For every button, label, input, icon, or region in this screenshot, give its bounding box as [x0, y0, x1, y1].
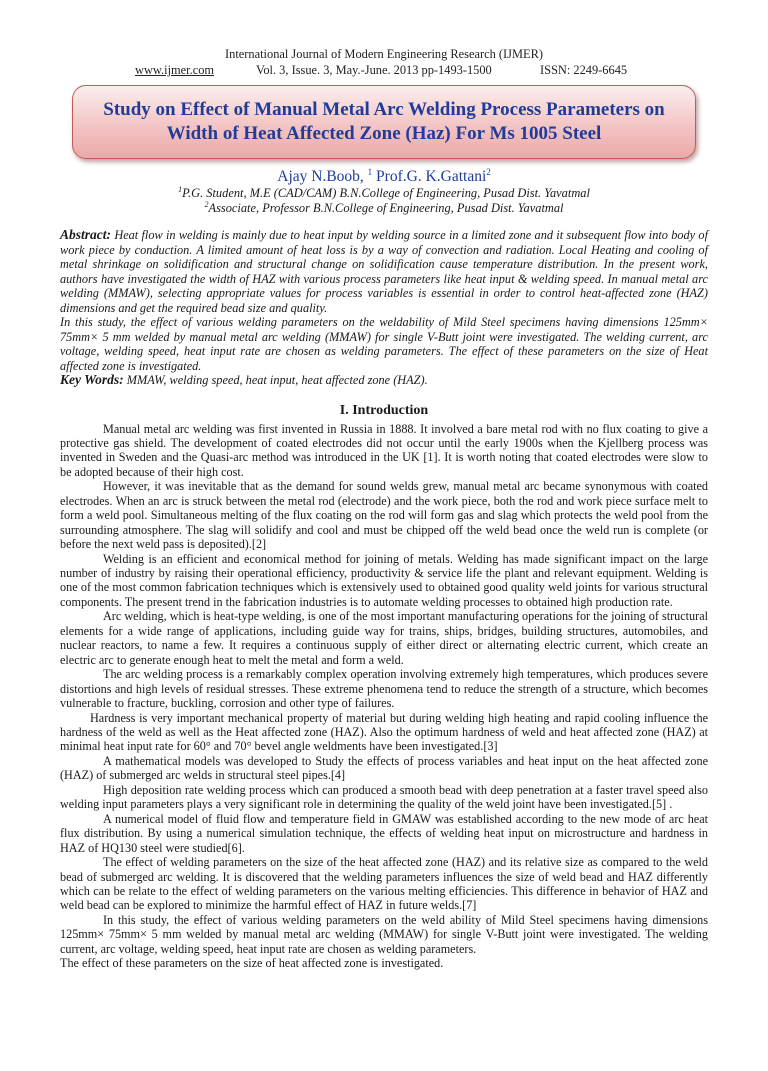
title-box [72, 85, 696, 159]
abstract [60, 228, 708, 388]
body-paragraph: Manual metal arc welding was first invented in Russia in 1888. It involved a bare metal rod with no flux coating to give a protective gas shield. The development of coated electrodes did not occur until the early 1900s when the Kjellberg process was invented in Sweden and the Quasi-arc method was introduced in the UK [1]. It is worth noting that coated electrodes were slow to be adopted because of their high cost. [60, 421, 708, 479]
body-paragraph: Hardness is very important mechanical property of material but during welding high heating and rapid cooling influence the hardness of the weld as well as the Heat affected zone (HAZ). Also the optimum hardness of weld and heat affected zone (HAZ) at minimal heat input rate for 60° and 70° bevel angle weldments have been investigated.[3] [60, 710, 708, 754]
author-2-mark: 2 [486, 166, 491, 177]
section-heading-introduction: I. Introduction [339, 402, 429, 418]
body-paragraph: The effect of welding parameters on the size of the heat affected zone (HAZ) and its relative size as compared to the weld bead of submerged arc welding. It is discovered that the welding parameters influences the size of weld bead and HAZ differently which can be relate to the effect of welding parameters on the various melting efficiencies. This difference in behavior of HAZ and weld bead can be explored to minimize the harmful effect of HAZ in future welds.[7] [60, 855, 708, 913]
abstract-paragraph-2: In this study, the effect of various welding parameters on the weldability of Mild Steel specimens having dimensions 125mm× 75mm× 5 mm welded by manual metal arc welding (MMAW) for single V-Butt joint were investigated. The welding current, arc voltage, welding speed, heat input rate are chosen as welding parameters. The effect of these parameters on the size of Heat affected zone is investigated. [60, 315, 708, 373]
keywords [60, 373, 708, 388]
body-paragraph: Arc welding, which is heat-type welding, is one of the most important manufacturing operations for the joining of structural elements for a wide range of applications, including guide way for trains, ships, bridges, building structures, automobiles, and nuclear reactors, to name a few. It requires a continuous supply of either direct or alternating electric current, which create an electric arc to generate enough heat to melt the metal and form a weld. [60, 609, 708, 667]
journal-name: International Journal of Modern Engineering Research (IJMER) [225, 47, 543, 61]
journal-url-link[interactable]: www.ijmer.com [135, 63, 215, 77]
affiliation-1: $^1$P.G. Student, M.E (CAD/CAM) B.N.College of Engineering, Pusad Dist. Yavatmal [178, 184, 590, 200]
body-paragraph: Welding is an efficient and economical method for joining of metals. Welding has made significant impact on the large number of industry by raising their operational efficiency, productivity & service life the plant and relevant equipment. Welding is one of the most common fabrication techniques which is extensively used to obtained good quality weld joints for various structural components. The present trend in the fabrication industries is to automate welding processes to obtained high production rate. [60, 551, 708, 609]
keywords-label: Key Words: [60, 372, 124, 387]
author-1: Ajay N.Boob, [277, 168, 364, 185]
body-paragraph: In this study, the effect of various welding parameters on the weld ability of Mild Steel specimens having dimensions 125mm× 75mm× 5 mm welded by manual metal arc welding (MMAW) for single V-Butt joint were investigated. The welding current, arc voltage, welding speed, heat input rate are chosen as welding parameters. [60, 912, 708, 956]
paper-page [0, 47, 768, 1071]
body-paragraph: High deposition rate welding process which can produced a smooth bead with deep penetration at a faster travel speed also welding input parameters plays a very significant role in determining the quality of the weld joint have been investigated.[5] . [60, 782, 708, 812]
affiliation-2: $^2$Associate, Professor B.N.College of Engineering, Pusad Dist. Yavatmal [204, 199, 564, 215]
paper-title: Study on Effect of Manual Metal Arc Welding Process Parameters on Width of Heat Affected Zone (Haz) For Ms 1005 Steel [103, 99, 665, 144]
introduction-body [60, 422, 708, 971]
journal-issn: ISSN: 2249-6645 [540, 63, 628, 77]
journal-meta [60, 63, 708, 79]
author-2: Prof.G. K.Gattani [376, 168, 487, 185]
body-paragraph: The arc welding process is a remarkably complex operation involving extremely high temperatures, which produces severe distortions and high levels of residual stresses. These extreme phenomena tend to reduce the strength of a structure, which becomes vulnerable to fracture, buckling, corrosion and other type of failures. [60, 667, 708, 711]
author-line [60, 168, 708, 186]
body-paragraph: A mathematical models was developed to Study the effects of process variables and heat input on the heat affected zone (HAZ) of submerged arc welds in structural steel pipes.[4] [60, 753, 708, 783]
author-1-mark: 1 [367, 166, 373, 177]
body-paragraph: The effect of these parameters on the size of heat affected zone is investigated. [60, 956, 444, 971]
body-paragraph: A numerical model of fluid flow and temperature field in GMAW was established according to the new mode of arc heat flux distribution. By using a numerical simulation technique, the effects of welding heat input on microstructure and hardness in HAZ of HQ130 steel were studied[6]. [60, 811, 708, 855]
abstract-paragraph-1: Abstract: Heat flow in welding is mainly due to heat input by welding source in a limited zone and it subsequent flow into body of work piece by conduction. A limited amount of heat loss is by a way of convection and radiation. Local Heating and cooling of metal shrinkage on solidification and structural change on solidification cause temperature distribution. In the present work, authors have investigated the width of HAZ with various process parameters like heat input & welding speed. In manual metal arc welding (MMAW), selecting appropriate values for process variables is essential in order to control heat-affected zone (HAZ) dimensions and get the required bead size and quality. [60, 227, 708, 315]
body-paragraph: However, it was inevitable that as the demand for sound welds grew, manual metal arc became synonymous with coated electrodes. When an arc is struck between the metal rod (electrode) and the work piece, both the rod and work piece surface melt to form a weld pool. Simultaneous melting of the flux coating on the rod will form gas and slag which protects the weld pool from the surrounding atmosphere. The slag will solidify and cool and must be chipped off the weld bead once the weld run is complete (or before the next weld pass is deposited).[2] [60, 479, 708, 552]
abstract-label: Abstract: [60, 227, 112, 242]
keywords-text: MMAW, welding speed, heat input, heat affected zone (HAZ). [126, 373, 428, 387]
journal-volume: Vol. 3, Issue. 3, May.-June. 2013 pp-1493-1500 [256, 63, 492, 77]
